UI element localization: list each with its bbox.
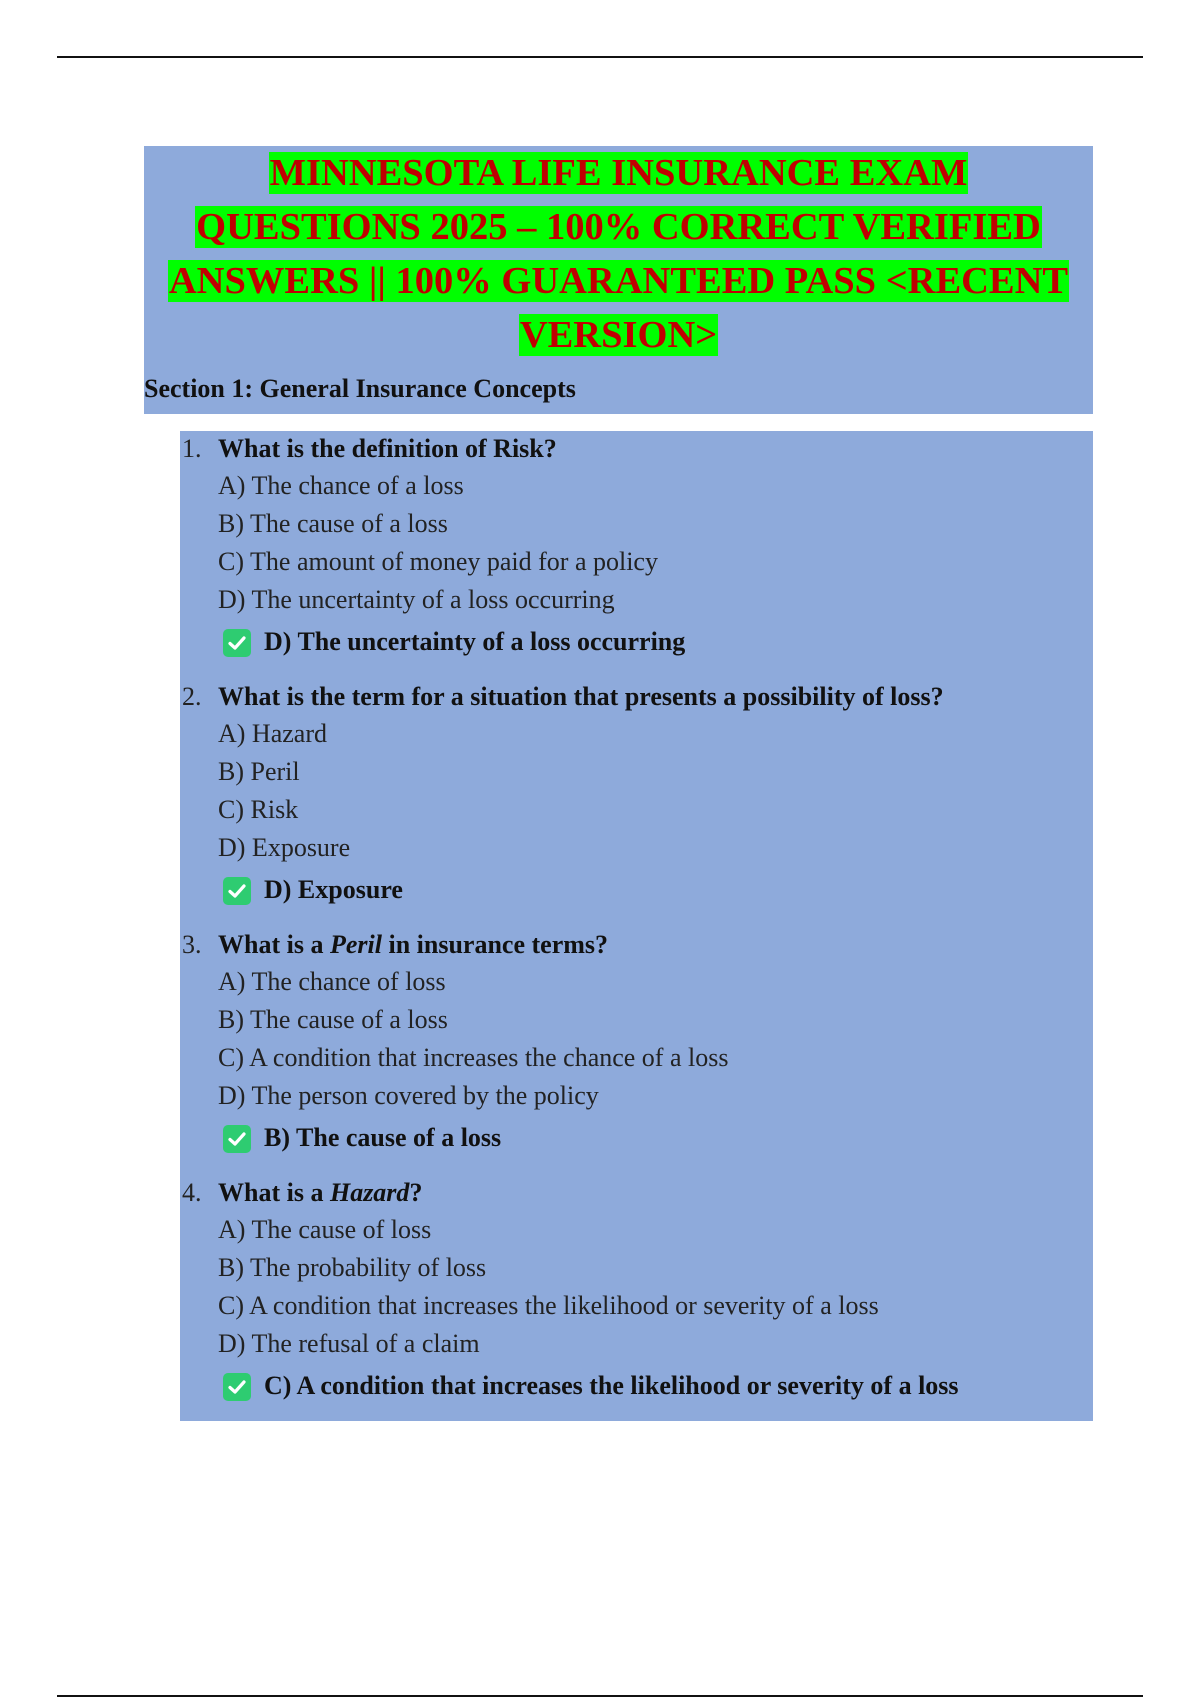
correct-answer <box>180 1115 1093 1161</box>
question-text: What is the definition of Risk? <box>218 434 557 463</box>
section-title: Section 1: General Insurance Concepts <box>144 374 576 403</box>
title-line-3: ANSWERS || 100% GUARANTEED PASS <RECENT <box>168 260 1069 302</box>
question-text: What is a Hazard? <box>218 1178 423 1207</box>
option-d: D) Exposure <box>218 833 351 862</box>
answer-text: B) The cause of a loss <box>264 1123 502 1152</box>
question-2 <box>180 679 1093 913</box>
question-line <box>180 431 1093 467</box>
question-4 <box>180 1175 1093 1409</box>
question-number: 3. <box>182 930 202 959</box>
top-rule <box>57 56 1143 58</box>
option-b: B) The cause of a loss <box>218 1005 448 1034</box>
check-icon <box>223 877 251 905</box>
option-b: B) The cause of a loss <box>218 509 448 538</box>
option-a: A) The chance of loss <box>218 967 446 996</box>
title-line-2: QUESTIONS 2025 – 100% CORRECT VERIFIED <box>196 206 1041 248</box>
answer-text: D) The uncertainty of a loss occurring <box>264 627 686 656</box>
title-line-4: VERSION> <box>519 314 718 356</box>
option-d: D) The person covered by the policy <box>218 1081 599 1110</box>
questions-box <box>180 431 1093 1421</box>
question-number: 1. <box>182 434 202 463</box>
correct-answer <box>180 1363 1093 1409</box>
option-a: A) The chance of a loss <box>218 471 464 500</box>
option-c: C) A condition that increases the likelihood or severity of a loss <box>218 1291 879 1320</box>
option-d: D) The uncertainty of a loss occurring <box>218 585 615 614</box>
check-icon <box>223 629 251 657</box>
bottom-rule <box>57 1695 1143 1697</box>
option-b: B) Peril <box>218 757 300 786</box>
question-1 <box>180 431 1093 665</box>
option-b: B) The probability of loss <box>218 1253 487 1282</box>
question-text: What is the term for a situation that presents a possibility of loss? <box>218 682 944 711</box>
check-icon <box>223 1373 251 1401</box>
answer-text: C) A condition that increases the likelihood or severity of a loss <box>264 1371 959 1400</box>
title-line-1: MINNESOTA LIFE INSURANCE EXAM <box>269 152 968 194</box>
document-title <box>144 146 1093 362</box>
correct-answer <box>180 619 1093 665</box>
question-text: What is a Peril in insurance terms? <box>218 930 609 959</box>
option-c: C) A condition that increases the chance of a loss <box>218 1043 729 1072</box>
question-number: 4. <box>182 1178 202 1207</box>
question-line <box>180 1175 1093 1211</box>
question-number: 2. <box>182 682 202 711</box>
question-3 <box>180 927 1093 1161</box>
correct-answer <box>180 867 1093 913</box>
option-c: C) The amount of money paid for a policy <box>218 547 658 576</box>
option-c: C) Risk <box>218 795 299 824</box>
option-d: D) The refusal of a claim <box>218 1329 480 1358</box>
option-a: A) Hazard <box>218 719 327 748</box>
answer-text: D) Exposure <box>264 875 403 904</box>
check-icon <box>223 1125 251 1153</box>
header-box <box>144 146 1093 414</box>
question-line <box>180 927 1093 963</box>
question-line <box>180 679 1093 715</box>
option-a: A) The cause of loss <box>218 1215 432 1244</box>
